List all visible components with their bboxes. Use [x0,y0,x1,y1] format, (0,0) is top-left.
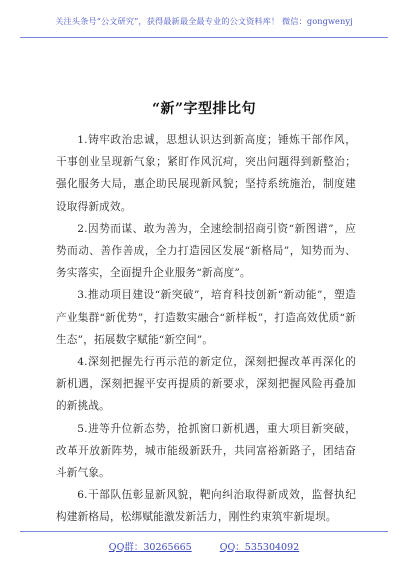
header-banner: 关注头条号“公文研究”，获得最新最全最专业的公文资料库！ 微信：gongwenyj [55,16,353,26]
footer-qq: QQ：535304092 [219,542,300,553]
paragraph-1: 1.铸牢政治忠诚，思想认识达到新高度；锤炼干部作风，干事创业呈现新气象；紧盯作风沉疴，突出问题得到新整治；强化服务大局，惠企助民展现新风貌；坚持系统施治，制度建设取得新成效。 [56,134,356,213]
paragraph-4: 4.深刻把握先行再示范的新定位，深刻把握改革再深化的新机遇，深刻把握平安再提质的新要求，深刻把握风险再叠加的新挑战。 [56,356,356,413]
header-divider [20,37,388,38]
paragraph-5: 5.进等升位新态势，抢抓窗口新机遇，重大项目新突破，改革开放新阵势，城市能级新跃升，共同富裕新路子，团结奋斗新气象。 [56,422,356,480]
paragraph-2: 2.因势而谋、敢为善为，全速绘制招商引资“新图谱”，应势而动、善作善成，全力打造园区发展“新格局”，知势而为、务实落实，全面提升企业服务“新高度”。 [56,222,356,280]
footer [0,539,408,553]
footer-qq-group: QQ群：30265665 [108,542,192,553]
paragraph-6: 6.干部队伍彰显新风貌，靶向纠治取得新成效，监督执纪构建新格局，松绑赋能激发新活力，刚性约束筑牢新堤坝。 [56,489,356,524]
paragraph-3: 3.推动项目建设“新突破”，培育科技创新“新动能”，塑造产业集群“新优势”，打造数实融合“新样板”，打造高效优质“新生态”，拓展数字赋能“新空间”。 [56,289,356,346]
document-body [56,129,356,529]
footer-divider [20,531,388,532]
page-title: “新”字型排比句 [151,101,257,117]
